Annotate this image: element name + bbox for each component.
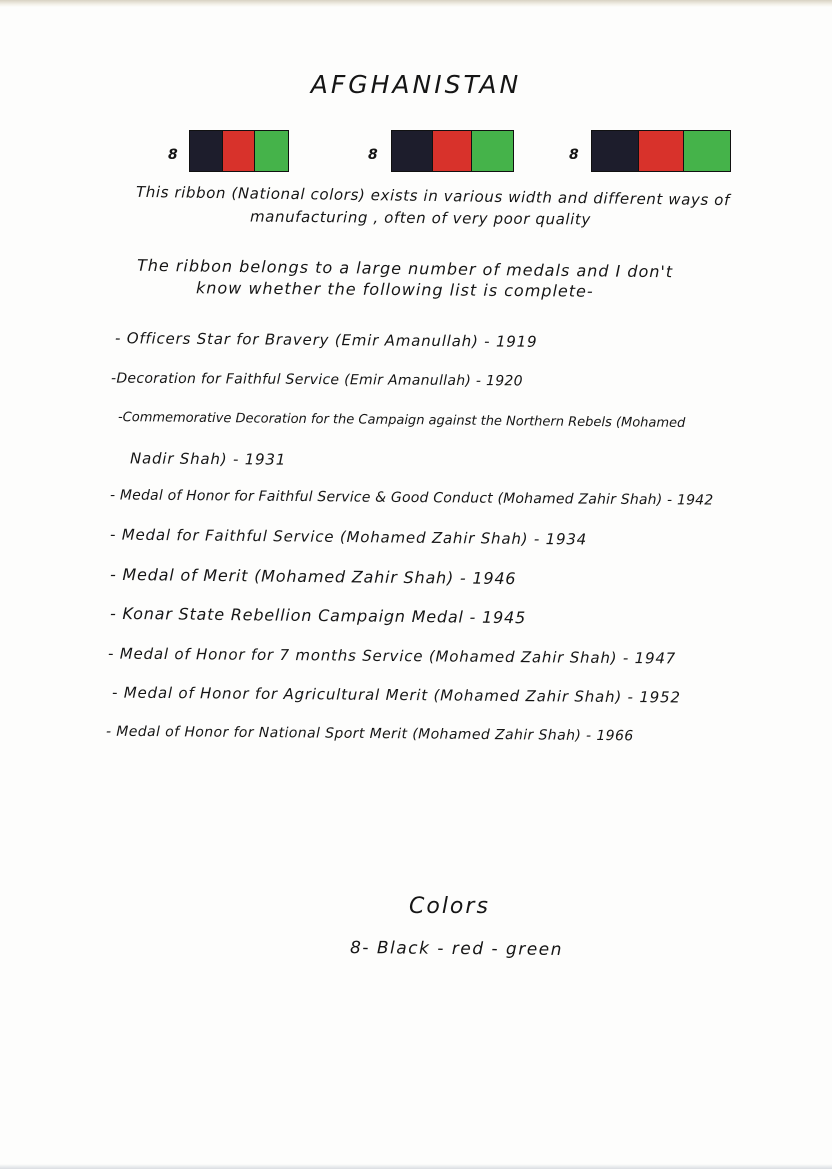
colors-value: 8- Black - red - green <box>349 938 564 960</box>
medal-entry: -Commemorative Decoration for the Campaign against the Northern Rebels (Mohamed <box>117 410 686 431</box>
ribbon-code: 8 <box>168 147 178 163</box>
ribbon-swatch <box>189 130 289 172</box>
medal-entry: - Medal of Honor for National Sport Merit (Mohamed Zahir Shah) - 1966 <box>105 723 634 745</box>
ribbon-swatch <box>391 130 514 172</box>
ribbon-stripe-red <box>639 131 685 171</box>
ribbon-sample-1 <box>168 130 293 174</box>
ribbon-sample-3 <box>569 130 734 174</box>
ribbon-swatch <box>591 130 731 172</box>
ribbon-stripe-green <box>255 131 288 171</box>
medal-entry: - Medal of Honor for 7 months Service (Mohamed Zahir Shah) - 1947 <box>107 644 677 668</box>
ribbon-note-line-1: This ribbon (National colors) exists in various width and different ways of <box>135 182 731 210</box>
page-title: AFGHANISTAN <box>310 70 522 99</box>
medal-entry: - Konar State Rebellion Campaign Medal - 1945 <box>109 603 527 628</box>
paper-top-edge <box>0 0 832 7</box>
ribbon-note-line-2: manufacturing , often of very poor quality <box>249 207 591 229</box>
ribbon-stripe-black <box>190 131 223 171</box>
ribbon-code: 8 <box>368 147 378 163</box>
medal-entry: - Medal of Honor for Faithful Service & Good Conduct (Mohamed Zahir Shah) - 1942 <box>109 487 714 509</box>
colors-heading: Colors <box>409 894 490 919</box>
medal-entry: - Medal of Merit (Mohamed Zahir Shah) - 1946 <box>109 564 517 589</box>
medal-entry: - Officers Star for Bravery (Emir Amanullah) - 1919 <box>114 329 538 351</box>
intro-line-1: The ribbon belongs to a large number of medals and I don't <box>136 255 674 282</box>
ribbon-code: 8 <box>569 147 579 163</box>
ribbon-stripe-black <box>592 131 639 171</box>
medal-entry: - Medal of Honor for Agricultural Merit (Mohamed Zahir Shah) - 1952 <box>111 683 681 707</box>
ribbon-stripe-black <box>392 131 433 171</box>
ribbon-stripe-green <box>684 131 730 171</box>
ribbon-stripe-red <box>223 131 254 171</box>
ribbon-stripe-green <box>472 131 513 171</box>
intro-line-2: know whether the following list is complete- <box>195 278 594 301</box>
medal-entry: - Medal for Faithful Service (Mohamed Zahir Shah) - 1934 <box>109 525 588 549</box>
ribbon-sample-2 <box>368 130 518 174</box>
medal-entry-continued: Nadir Shah) - 1931 <box>129 449 287 469</box>
paper-bottom-edge <box>0 1164 832 1169</box>
ribbon-stripe-red <box>433 131 472 171</box>
medal-entry: -Decoration for Faithful Service (Emir Amanullah) - 1920 <box>110 370 523 390</box>
